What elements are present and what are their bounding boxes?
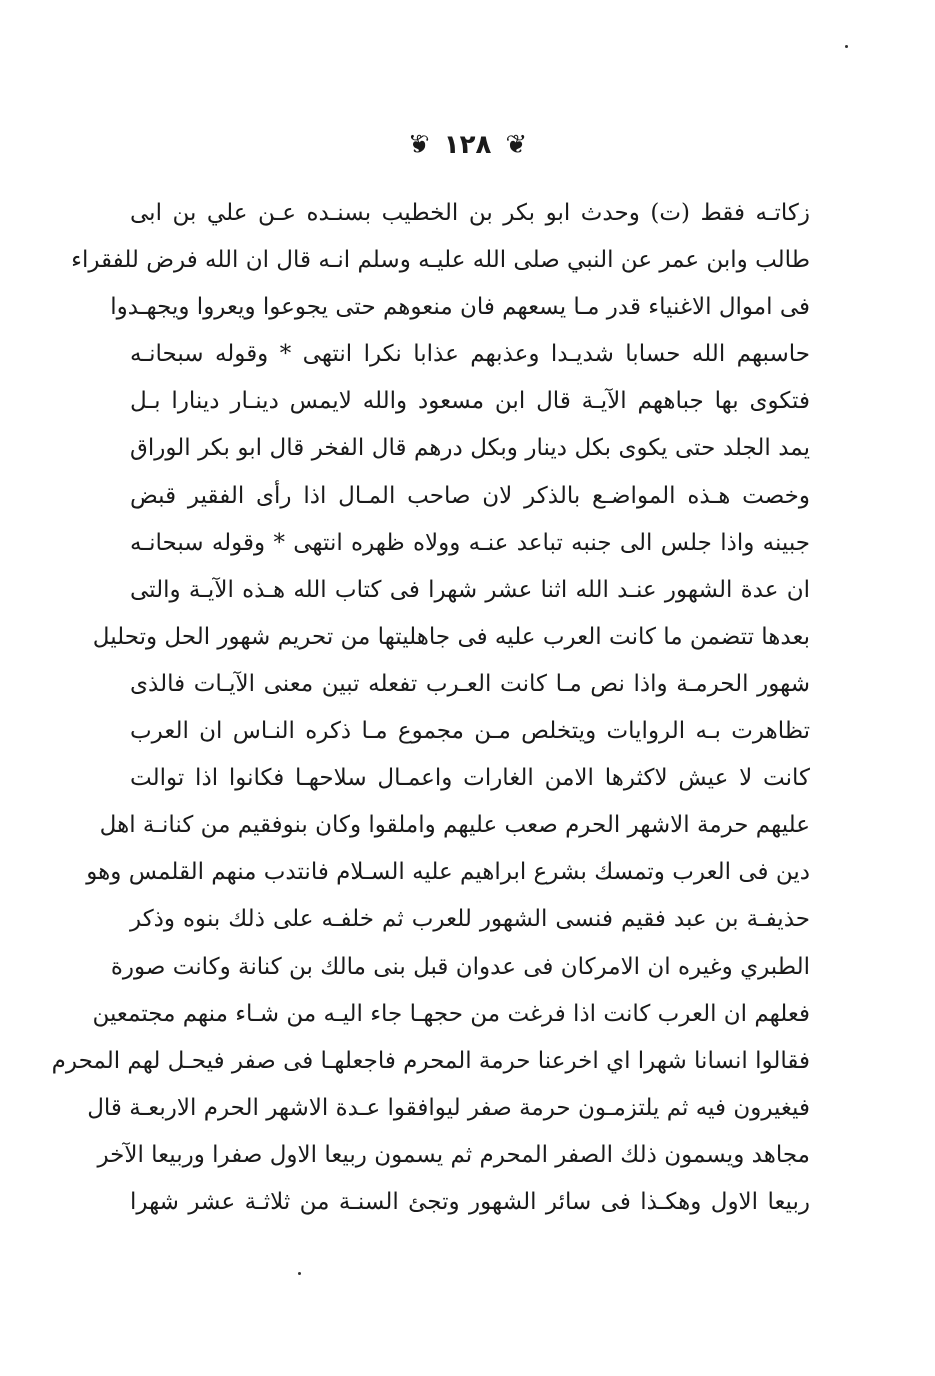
text-line: فقالوا انسانا شهرا اي اخرعنا حرمة المحرم فاجعلهـا فى صفر فيحـل لهم المحرم	[51, 1047, 810, 1074]
floral-ornament-icon: ❦	[407, 130, 430, 160]
page-number: ١٢٨	[443, 130, 492, 160]
text-line: وخصت هـذه المواضـع بالذكر لان صاحب المـال اذا رأى الفقير قبض	[130, 482, 810, 509]
text-line: كانت لا عيش لاكثرها الامن الغارات واعمـال سلاحهـا فكانوا اذا توالت	[130, 765, 810, 792]
text-line: فتكوى بها جباههم الآيـة قال ابن مسعود والله لايمس دينـار دينارا بـل	[130, 388, 810, 415]
text-line: ربيعا الاول وهكـذا فى سائر الشهور وتجئ السنـة من ثلاثـة عشر شهرا	[130, 1188, 810, 1215]
text-line: شهور الحرمـة واذا نص مـا كانت العـرب تفعله تبين معنى الآيـات فالذى	[130, 670, 810, 697]
page-header	[0, 124, 935, 166]
text-body	[51, 190, 810, 1226]
text-line: طالب وابن عمر عن النبي صلى الله عليـه وسلم انـه قال ان الله فرض للفقراء	[71, 247, 810, 274]
text-line: حذيفـة بن عبد فقيم فنسى الشهور للعرب ثم خلفـه على ذلك بنوه وذكر	[130, 906, 810, 933]
text-line: مجاهد ويسمون ذلك الصفر المحرم ثم يسمون ربيعا الاول صفرا وربيعا الآخر	[97, 1141, 810, 1168]
text-line: فى اموال الاغنياء قدر مـا يسعهم فان منعوهم حتى يجوعوا ويعروا ويجهـدوا	[110, 294, 810, 321]
text-line: تظاهرت بـه الروايات ويتخلص مـن مجموع مـا ذكره النـاس ان العرب	[130, 718, 810, 745]
text-line: الطبري وغيره ان الامركان فى عدوان قبل بنى مالك بن كنانة وكانت صورة	[110, 953, 810, 980]
paper-speck	[845, 45, 848, 48]
text-line: فعلهم ان العرب كانت اذا فرغت من حجهـا جاء اليـه من شـاء منهم مجتمعين	[92, 1000, 810, 1027]
text-line: عليهم حرمة الاشهر الحرم صعب عليهم واملقوا وكان بنوفقيم من كنانـة اهل	[99, 812, 810, 839]
text-line: ان عدة الشهور عنـد الله اثنا عشر شهرا فى كتاب الله هـذه الآيـة والتى	[130, 576, 810, 603]
text-line: جبينه واذا جلس الى جنبه تباعد عنـه وولاه ظهره انتهى * وقوله سبحانـه	[130, 529, 810, 556]
paper-speck	[298, 1272, 301, 1275]
text-line: دين فى العرب وتمسك بشرع ابراهيم عليه السـلام فانتدب منهم القلمس وهو	[86, 859, 810, 886]
text-line: بعدها تتضمن ما كانت العرب عليه فى جاهليتها من تحريم شهور الحل وتحليل	[92, 623, 810, 650]
text-line: فيغيرون فيه ثم يلتزمـون حرمة صفر ليوافقوا عـدة الاشهر الحرم الاربعـة قال	[87, 1094, 810, 1121]
floral-ornament-icon: ❦	[505, 130, 528, 160]
text-line: زكاتـه فقط (ت) وحدث ابو بكر بن الخطيب بسنـده عـن علي بن ابى	[130, 200, 810, 226]
text-line: حاسبهم الله حسابا شديـدا وعذبهم عذابا نكرا انتهى * وقوله سبحانـه	[130, 341, 810, 368]
text-line: يمد الجلد حتى يكوى بكل دينار وبكل درهم قال الفخر قال ابو بكر الوراق	[130, 435, 810, 462]
